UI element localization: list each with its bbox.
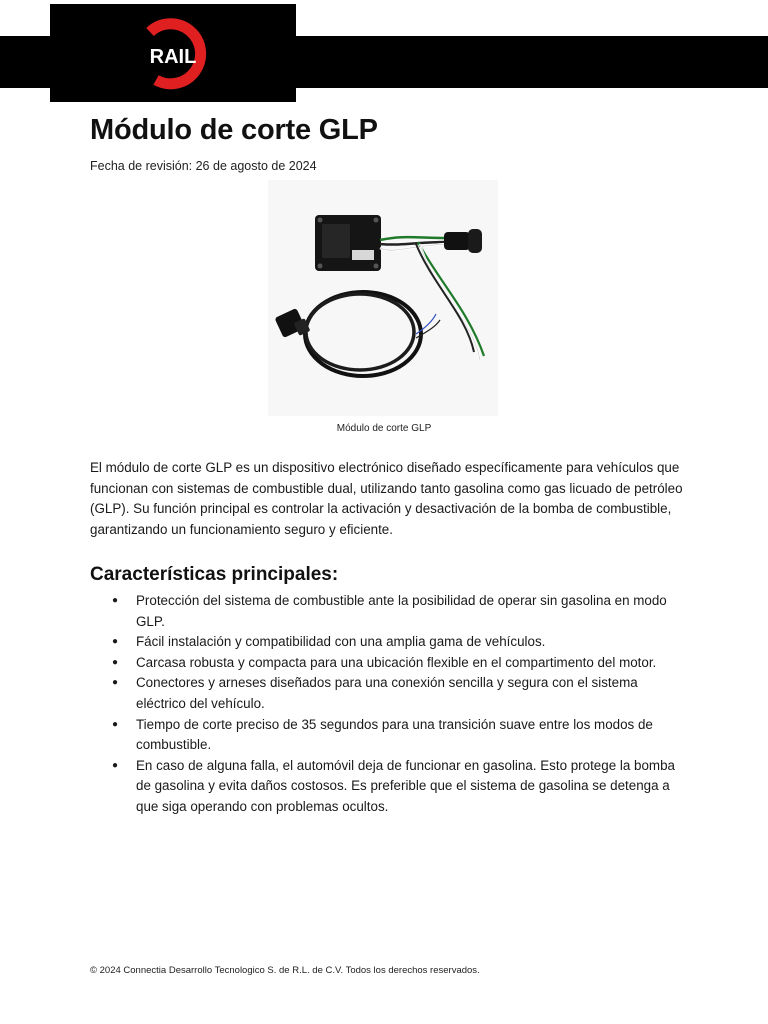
logo-block — [50, 4, 296, 102]
footer-copyright: © 2024 Connectia Desarrollo Tecnologico S. de R.L. de C.V. Todos los derechos reservados. — [90, 965, 480, 976]
list-item-text: Carcasa robusta y compacta para una ubicación flexible en el compartimento del motor. — [136, 654, 657, 670]
list-item-text: Fácil instalación y compatibilidad con una amplia gama de vehículos. — [136, 634, 546, 650]
features-list — [90, 591, 690, 818]
list-item — [90, 715, 690, 756]
bullet-icon: ● — [112, 595, 119, 606]
list-item — [90, 632, 690, 653]
bullet-icon: ● — [112, 656, 119, 668]
page-title: Módulo de corte GLP — [90, 114, 378, 146]
product-image — [268, 180, 498, 416]
list-item — [90, 673, 690, 714]
figure-caption: Módulo de corte GLP — [336, 423, 432, 434]
bullet-icon: ● — [112, 759, 119, 771]
revision-date: Fecha de revisión: 26 de agosto de 2024 — [90, 159, 317, 173]
list-item-text: Conectores y arneses diseñados para una conexión sencilla y segura con el sistema eléctrico del vehículo. — [136, 675, 638, 711]
intro-paragraph: El módulo de corte GLP es un dispositivo electrónico diseñado específicamente para vehículos que funcionan con sistemas de combustible dual, utilizando tanto gasolina como gas licuado de petróleo (GLP). Su función principal es controlar la activación y desactivación de la bomba de combustible, garantizando un funcionamiento seguro y eficiente. — [90, 460, 683, 538]
list-item — [90, 756, 690, 818]
bullet-icon: ● — [112, 718, 119, 730]
list-item — [90, 591, 690, 632]
list-item-text: Protección del sistema de combustible ante la posibilidad de operar sin gasolina en modo GLP. — [136, 593, 667, 629]
list-item — [90, 653, 690, 674]
bullet-icon: ● — [112, 636, 119, 648]
features-heading: Características principales: — [90, 564, 339, 585]
logo-text: RAIL — [149, 46, 197, 68]
list-item-text: En caso de alguna falla, el automóvil deja de funcionar en gasolina. Esto protege la bomba de gasolina y evita daños costosos. Es preferible que el sistema de gasolina se detenga a que siga operando con problemas ocultos. — [136, 757, 675, 814]
list-item-text: Tiempo de corte preciso de 35 segundos para una transición suave entre los modos de combustible. — [136, 716, 653, 753]
bullet-icon: ● — [112, 677, 119, 689]
rail-logo — [136, 18, 210, 92]
